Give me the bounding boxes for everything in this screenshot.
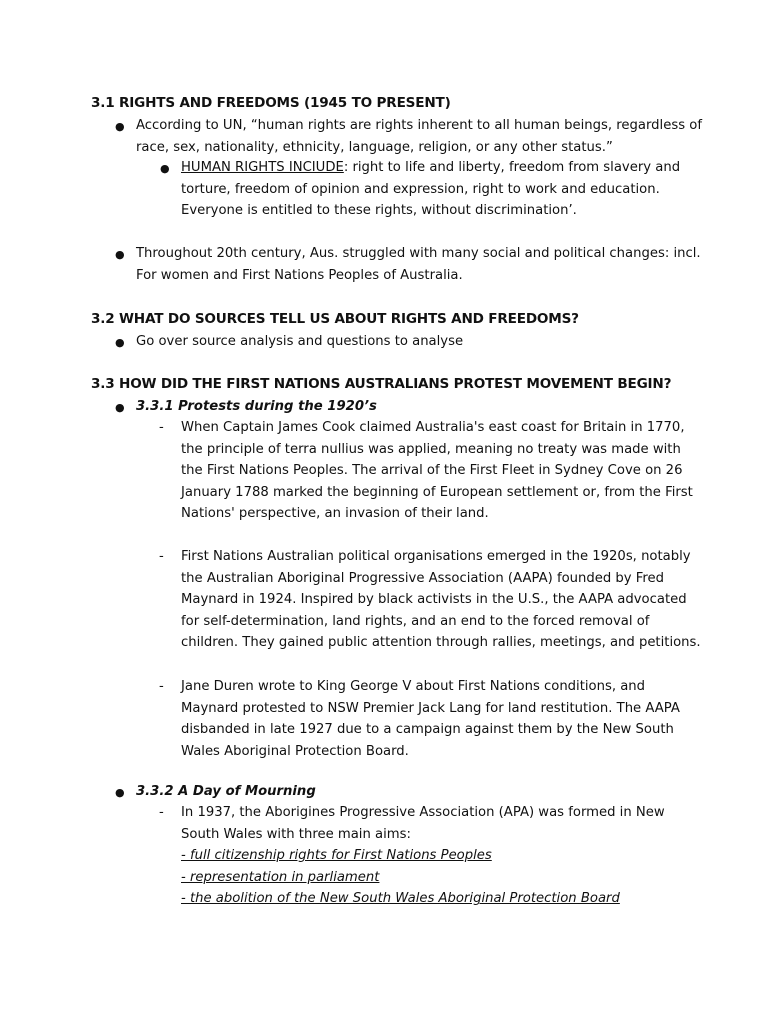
text-line: the First Nations Peoples. The arrival of the First Fleet in Sydney Cove on 26: [181, 463, 683, 479]
dash: -: [159, 420, 164, 435]
text-line: torture, freedom of opinion and expression, right to work and education.: [181, 181, 660, 197]
text-line: First Nations Australian political organisations emerged in the 1920s, notably: [181, 549, 691, 564]
text-line: Go over source analysis and questions to analyse: [136, 334, 464, 349]
aim-line: - the abolition of the New South Wales Aboriginal Protection Board: [181, 891, 620, 907]
text-span: : right to life and liberty, freedom from slavery and: [343, 160, 681, 175]
text-line: In 1937, the Aborigines Progressive Association (APA) was formed in New: [181, 805, 665, 820]
bullet: ●: [115, 336, 125, 349]
text-line: Everyone is entitled to these rights, without discrimination’.: [181, 203, 577, 219]
text-line: Nations' perspective, an invasion of their land.: [181, 506, 489, 522]
section-3-1-heading: 3.1 RIGHTS AND FREEDOMS (1945 TO PRESENT): [91, 95, 451, 111]
aim-line: - representation in parliament: [181, 869, 380, 885]
dash: -: [159, 805, 164, 820]
section-3-3-heading: 3.3 HOW DID THE FIRST NATIONS AUSTRALIANS PROTEST MOVEMENT BEGIN?: [91, 376, 672, 392]
subsection-3-3-2-title: 3.3.2 A Day of Mourning: [136, 784, 316, 799]
text-line: Maynard in 1924. Inspired by black activists in the U.S., the AAPA advocated: [181, 592, 687, 608]
paragraph: [181, 546, 701, 654]
paragraph: [181, 802, 665, 910]
aim-line: - full citizenship rights for First Nations Peoples: [181, 848, 492, 864]
paragraph: [181, 676, 680, 762]
bullet: ●: [160, 162, 170, 175]
text-line: race, sex, nationality, ethnicity, language, religion, or any other status.”: [136, 139, 613, 155]
text-line: [181, 157, 680, 179]
paragraph: [181, 157, 680, 222]
human-rights-label: HUMAN RIGHTS INCIUDE: [181, 160, 344, 175]
dash: -: [159, 549, 164, 564]
text-line: January 1788 marked the beginning of European settlement or, from the First: [181, 484, 693, 500]
bullet: ●: [115, 401, 125, 414]
text-line: the Australian Aboriginal Progressive Association (AAPA) founded by Fred: [181, 570, 665, 586]
paragraph: [136, 243, 701, 286]
text-line: When Captain James Cook claimed Australia's east coast for Britain in 1770,: [181, 420, 685, 435]
text-line: children. They gained public attention through rallies, meetings, and petitions.: [181, 635, 701, 651]
text-line: Wales Aboriginal Protection Board.: [181, 743, 409, 759]
text-line: disbanded in late 1927 due to a campaign against them by the New South: [181, 722, 674, 738]
bullet: ●: [115, 248, 125, 261]
paragraph: [136, 331, 463, 353]
text-line: South Wales with three main aims:: [181, 826, 411, 842]
text-line: for self-determination, land rights, and an end to the forced removal of: [181, 613, 650, 629]
bullet: ●: [115, 120, 125, 133]
paragraph: [136, 115, 702, 158]
text-line: Throughout 20th century, Aus. struggled with many social and political changes: incl.: [136, 246, 701, 261]
dash: -: [159, 679, 164, 694]
section-3-2-heading: 3.2 WHAT DO SOURCES TELL US ABOUT RIGHTS AND FREEDOMS?: [91, 311, 579, 327]
bullet: ●: [115, 786, 125, 799]
text-line: Maynard protested to NSW Premier Jack Lang for land restitution. The AAPA: [181, 700, 680, 716]
subsection-3-3-1-title: 3.3.1 Protests during the 1920’s: [136, 399, 377, 414]
text-line: Jane Duren wrote to King George V about First Nations conditions, and: [181, 679, 646, 694]
paragraph: [181, 417, 693, 525]
text-line: the principle of terra nullius was applied, meaning no treaty was made with: [181, 441, 681, 457]
text-line: For women and First Nations Peoples of Australia.: [136, 267, 463, 283]
text-line: According to UN, “human rights are rights inherent to all human beings, regardless of: [136, 118, 702, 133]
